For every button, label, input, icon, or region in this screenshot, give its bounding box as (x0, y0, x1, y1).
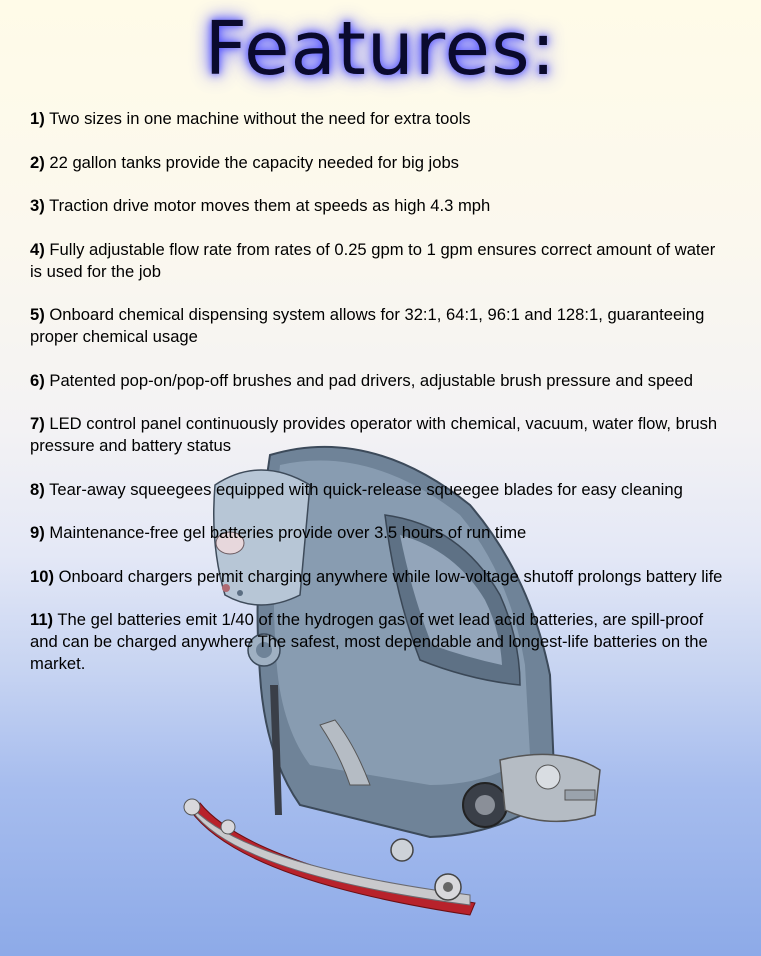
feature-item (30, 239, 730, 283)
feature-number: 3) (30, 196, 45, 216)
feature-number: 7) (30, 414, 45, 434)
feature-text: Tear-away squeegees equipped with quick-release squeegee blades for easy cleaning (49, 479, 683, 499)
feature-item (30, 609, 730, 674)
feature-number: 9) (30, 523, 45, 543)
feature-item (30, 304, 730, 348)
feature-number: 5) (30, 305, 45, 325)
feature-number: 2) (30, 152, 45, 172)
feature-text: Onboard chemical dispensing system allows for 32:1, 64:1, 96:1 and 128:1, guaranteeing proper chemical usage (30, 305, 705, 346)
feature-text: The gel batteries emit 1/40 of the hydrogen gas of wet lead acid batteries, are spill-proof and can be charged anywhere The safest, most dependable and longest-life batteries on the market. (30, 610, 708, 673)
feature-text: Onboard chargers permit charging anywhere while low-voltage shutoff prolongs battery life (58, 566, 723, 586)
feature-text: Traction drive motor moves them at speeds as high 4.3 mph (49, 196, 491, 216)
feature-text: Two sizes in one machine without the need for extra tools (49, 109, 471, 128)
feature-text: 22 gallon tanks provide the capacity needed for big jobs (49, 152, 459, 172)
feature-text: Maintenance-free gel batteries provide over 3.5 hours of run time (49, 523, 527, 543)
feature-item (30, 370, 730, 392)
feature-number: 8) (30, 479, 45, 499)
feature-number: 11) (30, 610, 54, 630)
feature-item (30, 195, 730, 217)
feature-item (30, 413, 730, 457)
feature-text: LED control panel continuously provides operator with chemical, vacuum, water flow, brush pressure and battery status (30, 414, 718, 455)
feature-number: 10) (30, 566, 54, 586)
feature-item (30, 522, 730, 544)
feature-list (30, 108, 730, 697)
feature-text: Patented pop-on/pop-off brushes and pad drivers, adjustable brush pressure and speed (49, 370, 693, 390)
feature-number: 6) (30, 370, 45, 390)
feature-item (30, 108, 730, 130)
feature-number: 1) (30, 109, 45, 128)
feature-item (30, 152, 730, 174)
page-title: Features: (204, 6, 557, 92)
feature-text: Fully adjustable flow rate from rates of 0.25 gpm to 1 gpm ensures correct amount of water is used for the job (30, 239, 716, 281)
feature-number: 4) (30, 239, 45, 259)
feature-item (30, 566, 730, 588)
feature-item (30, 479, 730, 501)
